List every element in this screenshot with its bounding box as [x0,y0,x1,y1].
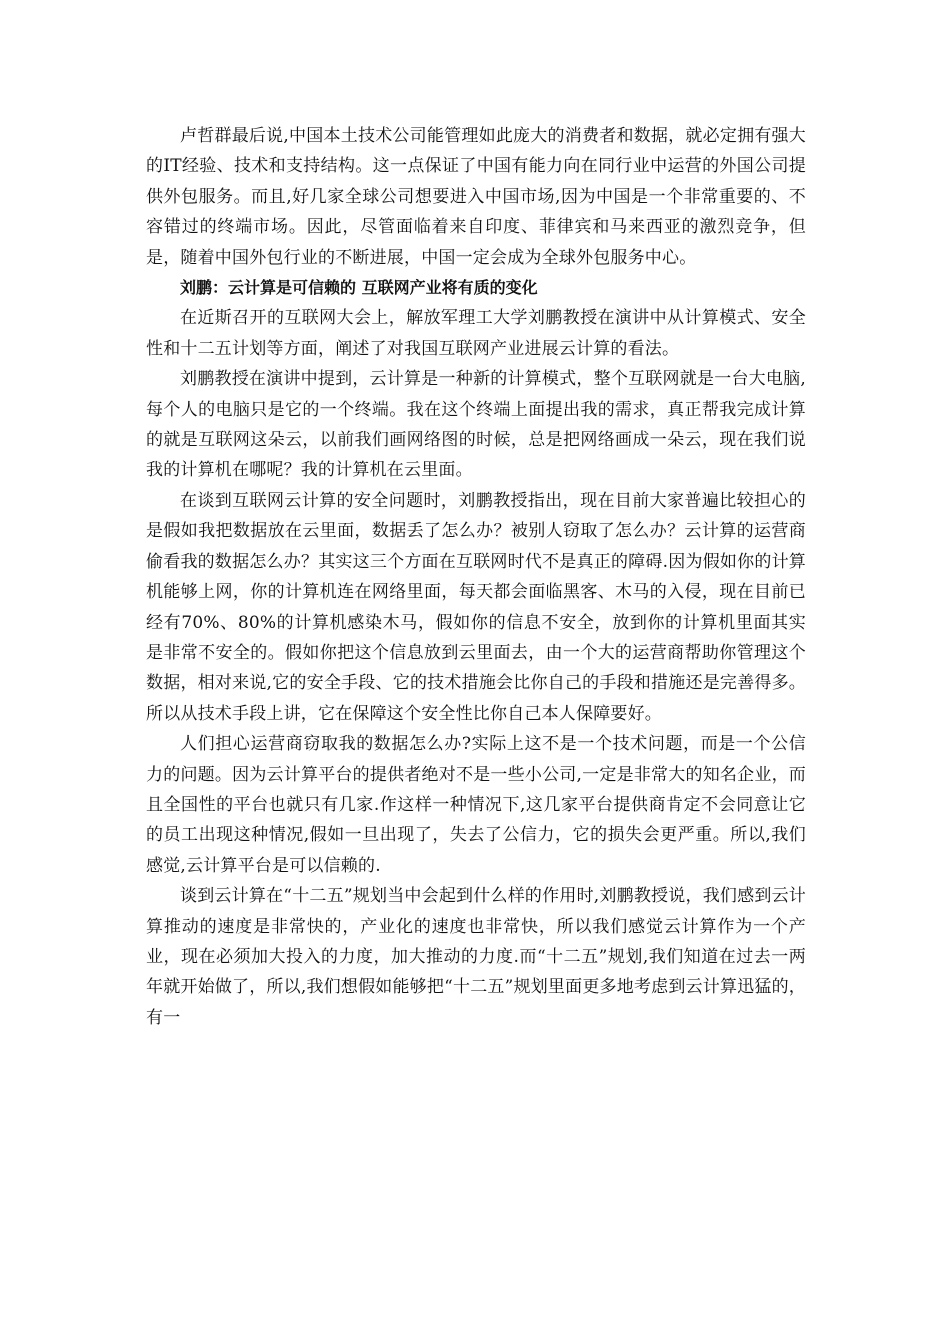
body-paragraph-5: 谈到云计算在“十二五”规划当中会起到什么样的作用时,刘鹏教授说，我们感到云计算推动的速度是非常快的，产业化的速度也非常快，所以我们感觉云计算作为一个产业，现在必须加大投入的力度，加大推动的力度.而“十二五”规划,我们知道在过去一两年就开始做了，所以,我们想假如能够把“十二五”规划里面更多地考虑到云计算迅猛的，有一 [146,886,806,1028]
document-page [146,121,806,1033]
intro-paragraph: 卢哲群最后说,中国本土技术公司能管理如此庞大的消费者和数据，就必定拥有强大的IT经验、技术和支持结构。这一点保证了中国有能力向在同行业中运营的外国公司提供外包服务。而且,好几家全球公司想要进入中国市场,因为中国是一个非常重要的、不容错过的终端市场。因此，尽管面临着来自印度、菲律宾和马来西亚的激烈竞争，但是，随着中国外包行业的不断进展，中国一定会成为全球外包服务中心。 [146,126,806,268]
body-paragraph-2: 刘鹏教授在演讲中提到，云计算是一种新的计算模式，整个互联网就是一台大电脑,每个人的电脑只是它的一个终端。我在这个终端上面提出我的需求，真正帮我完成计算的就是互联网这朵云，以前我们画网络图的时候，总是把网络画成一朵云，现在我们说我的计算机在哪呢？我的计算机在云里面。 [146,369,806,481]
body-paragraph-1: 在近斯召开的互联网大会上，解放军理工大学刘鹏教授在演讲中从计算模式、安全性和十二五计划等方面，阐述了对我国互联网产业进展云计算的看法。 [146,308,806,359]
body-paragraph-3: 在谈到互联网云计算的安全问题时，刘鹏教授指出，现在目前大家普遍比较担心的是假如我把数据放在云里面，数据丢了怎么办？被别人窃取了怎么办？云计算的运营商偷看我的数据怎么办？其实这三个方面在互联网时代不是真正的障碍.因为假如你的计算机能够上网，你的计算机连在网络里面，每天都会面临黑客、木马的入侵，现在目前已经有70%、80%的计算机感染木马，假如你的信息不安全，放到你的计算机里面其实是非常不安全的。假如你把这个信息放到云里面去，由一个大的运营商帮助你管理这个数据，相对来说,它的安全手段、它的技术措施会比你自己的手段和措施还是完善得多。所以从技术手段上讲，它在保障这个安全性比你自己本人保障要好。 [146,490,806,724]
section-heading: 刘鹏：云计算是可信赖的 互联网产业将有质的变化 [180,278,538,298]
body-paragraph-4: 人们担心运营商窃取我的数据怎么办?实际上这不是一个技术问题，而是一个公信力的问题。因为云计算平台的提供者绝对不是一些小公司,一定是非常大的知名企业，而且全国性的平台也就只有几家.作这样一种情况下,这几家平台提供商肯定不会同意让它的员工出现这种情况,假如一旦出现了，失去了公信力，它的损失会更严重。所以,我们感觉,云计算平台是可以信赖的. [146,734,806,876]
